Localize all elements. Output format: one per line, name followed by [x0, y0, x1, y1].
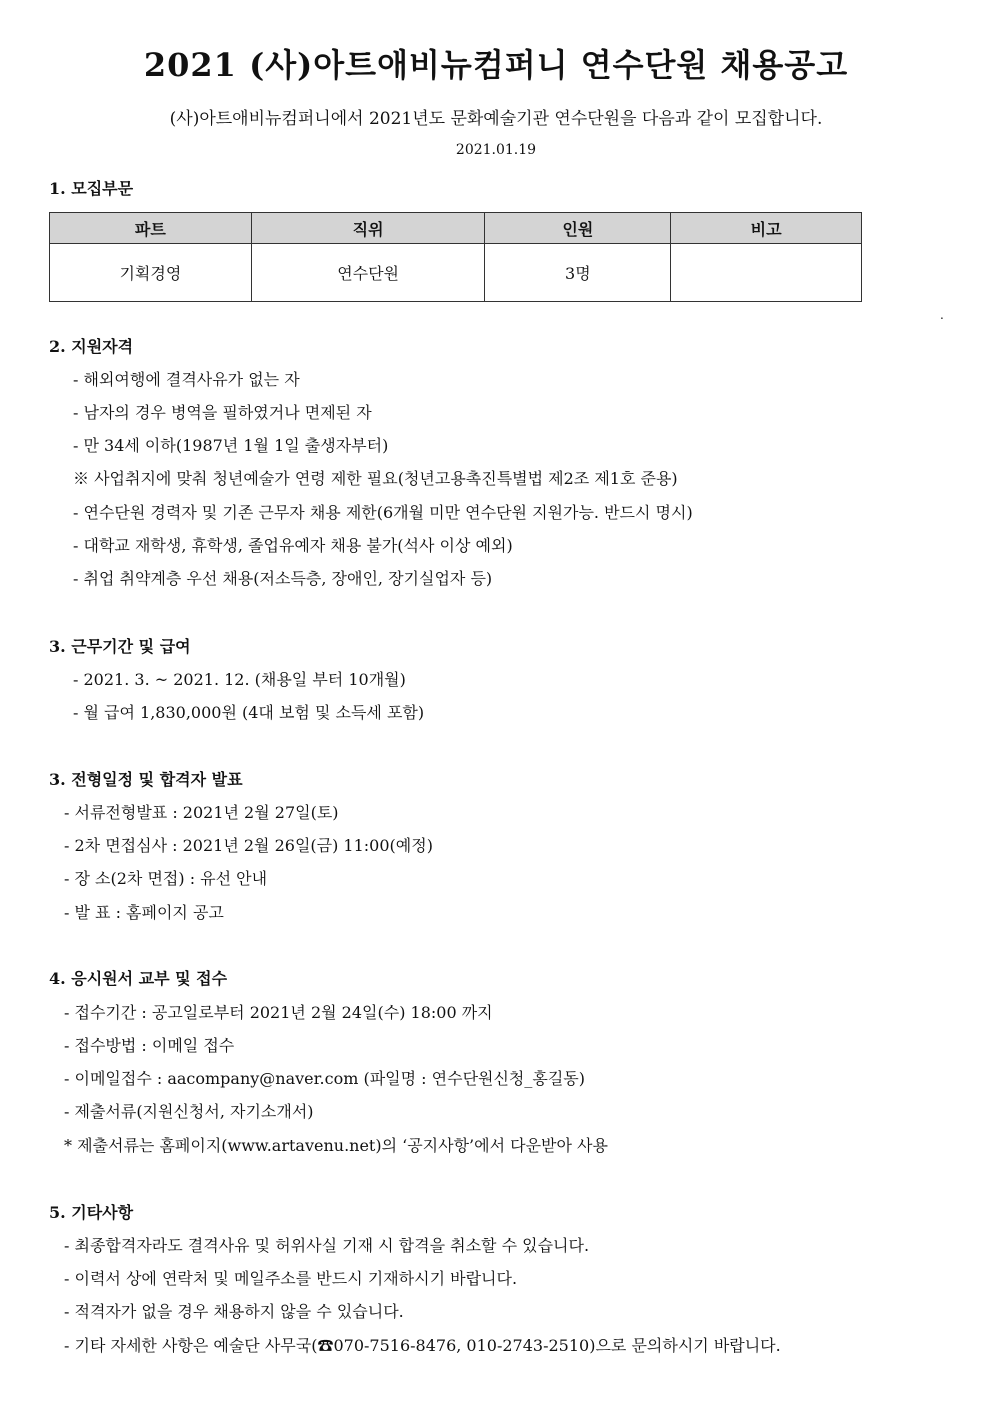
list-item: - 만 34세 이하(1987년 1월 1일 출생자부터): [73, 436, 389, 455]
table-header-position: 직위: [251, 213, 485, 244]
table-cell-position: 연수단원: [251, 244, 485, 302]
list-item: - 취업 취약계층 우선 채용(저소득층, 장애인, 장기실업자 등): [73, 569, 493, 588]
section-heading-period-salary: 3. 근무기간 및 급여: [49, 637, 191, 656]
list-item: - 2021. 3. ~ 2021. 12. (채용일 부터 10개월): [73, 670, 406, 689]
list-item: ※ 사업취지에 맞춰 청년예술가 연령 제한 필요(청년고용촉진특별법 제2조 제1호 준용): [73, 469, 678, 488]
list-item: - 최종합격자라도 결격사유 및 허위사실 기재 시 합격을 취소할 수 있습니다.: [64, 1236, 590, 1255]
list-item: - 월 급여 1,830,000원 (4대 보험 및 소득세 포함): [73, 703, 425, 722]
list-item: - 대학교 재학생, 휴학생, 졸업유예자 채용 불가(석사 이상 예외): [73, 536, 513, 555]
list-item: - 접수기간 : 공고일로부터 2021년 2월 24일(수) 18:00 까지: [64, 1003, 493, 1022]
list-item: - 적격자가 없을 경우 채용하지 않을 수 있습니다.: [64, 1302, 404, 1321]
table-header-count: 인원: [485, 213, 671, 244]
list-item: - 해외여행에 결격사유가 없는 자: [73, 370, 300, 389]
list-item: - 2차 면접심사 : 2021년 2월 26일(금) 11:00(예정): [64, 836, 433, 855]
notice-date: 2021.01.19: [455, 142, 537, 158]
list-item: - 연수단원 경력자 및 기존 근무자 채용 제한(6개월 미만 연수단원 지원가능. 반드시 명시): [73, 503, 693, 522]
stray-mark: .: [940, 308, 944, 322]
table-cell-part: 기획경영: [50, 244, 252, 302]
section-heading-schedule: 3. 전형일정 및 합격자 발표: [49, 770, 243, 789]
list-item: - 남자의 경우 병역을 필하였거나 면제된 자: [73, 403, 372, 422]
list-item: - 서류전형발표 : 2021년 2월 27일(토): [64, 803, 339, 822]
table-header-note: 비고: [671, 213, 862, 244]
list-item: * 제출서류는 홈페이지(www.artavenu.net)의 ‘공지사항’에서 다운받아 사용: [64, 1136, 608, 1155]
table-cell-count: 3명: [485, 244, 671, 302]
list-item: - 이메일접수 : aacompany@naver.com (파일명 : 연수단원신청_홍길동): [64, 1069, 586, 1088]
list-item: - 제출서류(지원신청서, 자기소개서): [64, 1102, 314, 1121]
list-item: - 발 표 : 홈페이지 공고: [64, 903, 224, 922]
list-item: - 장 소(2차 면접) : 유선 안내: [64, 869, 268, 888]
section-heading-recruitment: 1. 모집부문: [49, 179, 134, 198]
section-heading-misc: 5. 기타사항: [49, 1203, 134, 1222]
list-item: - 기타 자세한 사항은 예술단 사무국(☎070-7516-8476, 010-2743-2510)으로 문의하시기 바랍니다.: [64, 1336, 781, 1355]
table-cell-note: [671, 244, 862, 302]
recruitment-table: [49, 212, 862, 302]
section-heading-qualifications: 2. 지원자격: [49, 337, 134, 356]
list-item: - 이력서 상에 연락처 및 메일주소를 반드시 기재하시기 바랍니다.: [64, 1269, 518, 1288]
section-heading-application: 4. 응시원서 교부 및 접수: [49, 969, 228, 988]
table-row: [50, 244, 862, 302]
table-header-row: [50, 213, 862, 244]
list-item: - 접수방법 : 이메일 접수: [64, 1036, 235, 1055]
page-subtitle: (사)아트애비뉴컴퍼니에서 2021년도 문화예술기관 연수단원을 다음과 같이 모집합니다.: [169, 109, 823, 129]
table-header-part: 파트: [50, 213, 252, 244]
page-title: 2021 (사)아트애비뉴컴퍼니 연수단원 채용공고: [143, 46, 849, 84]
